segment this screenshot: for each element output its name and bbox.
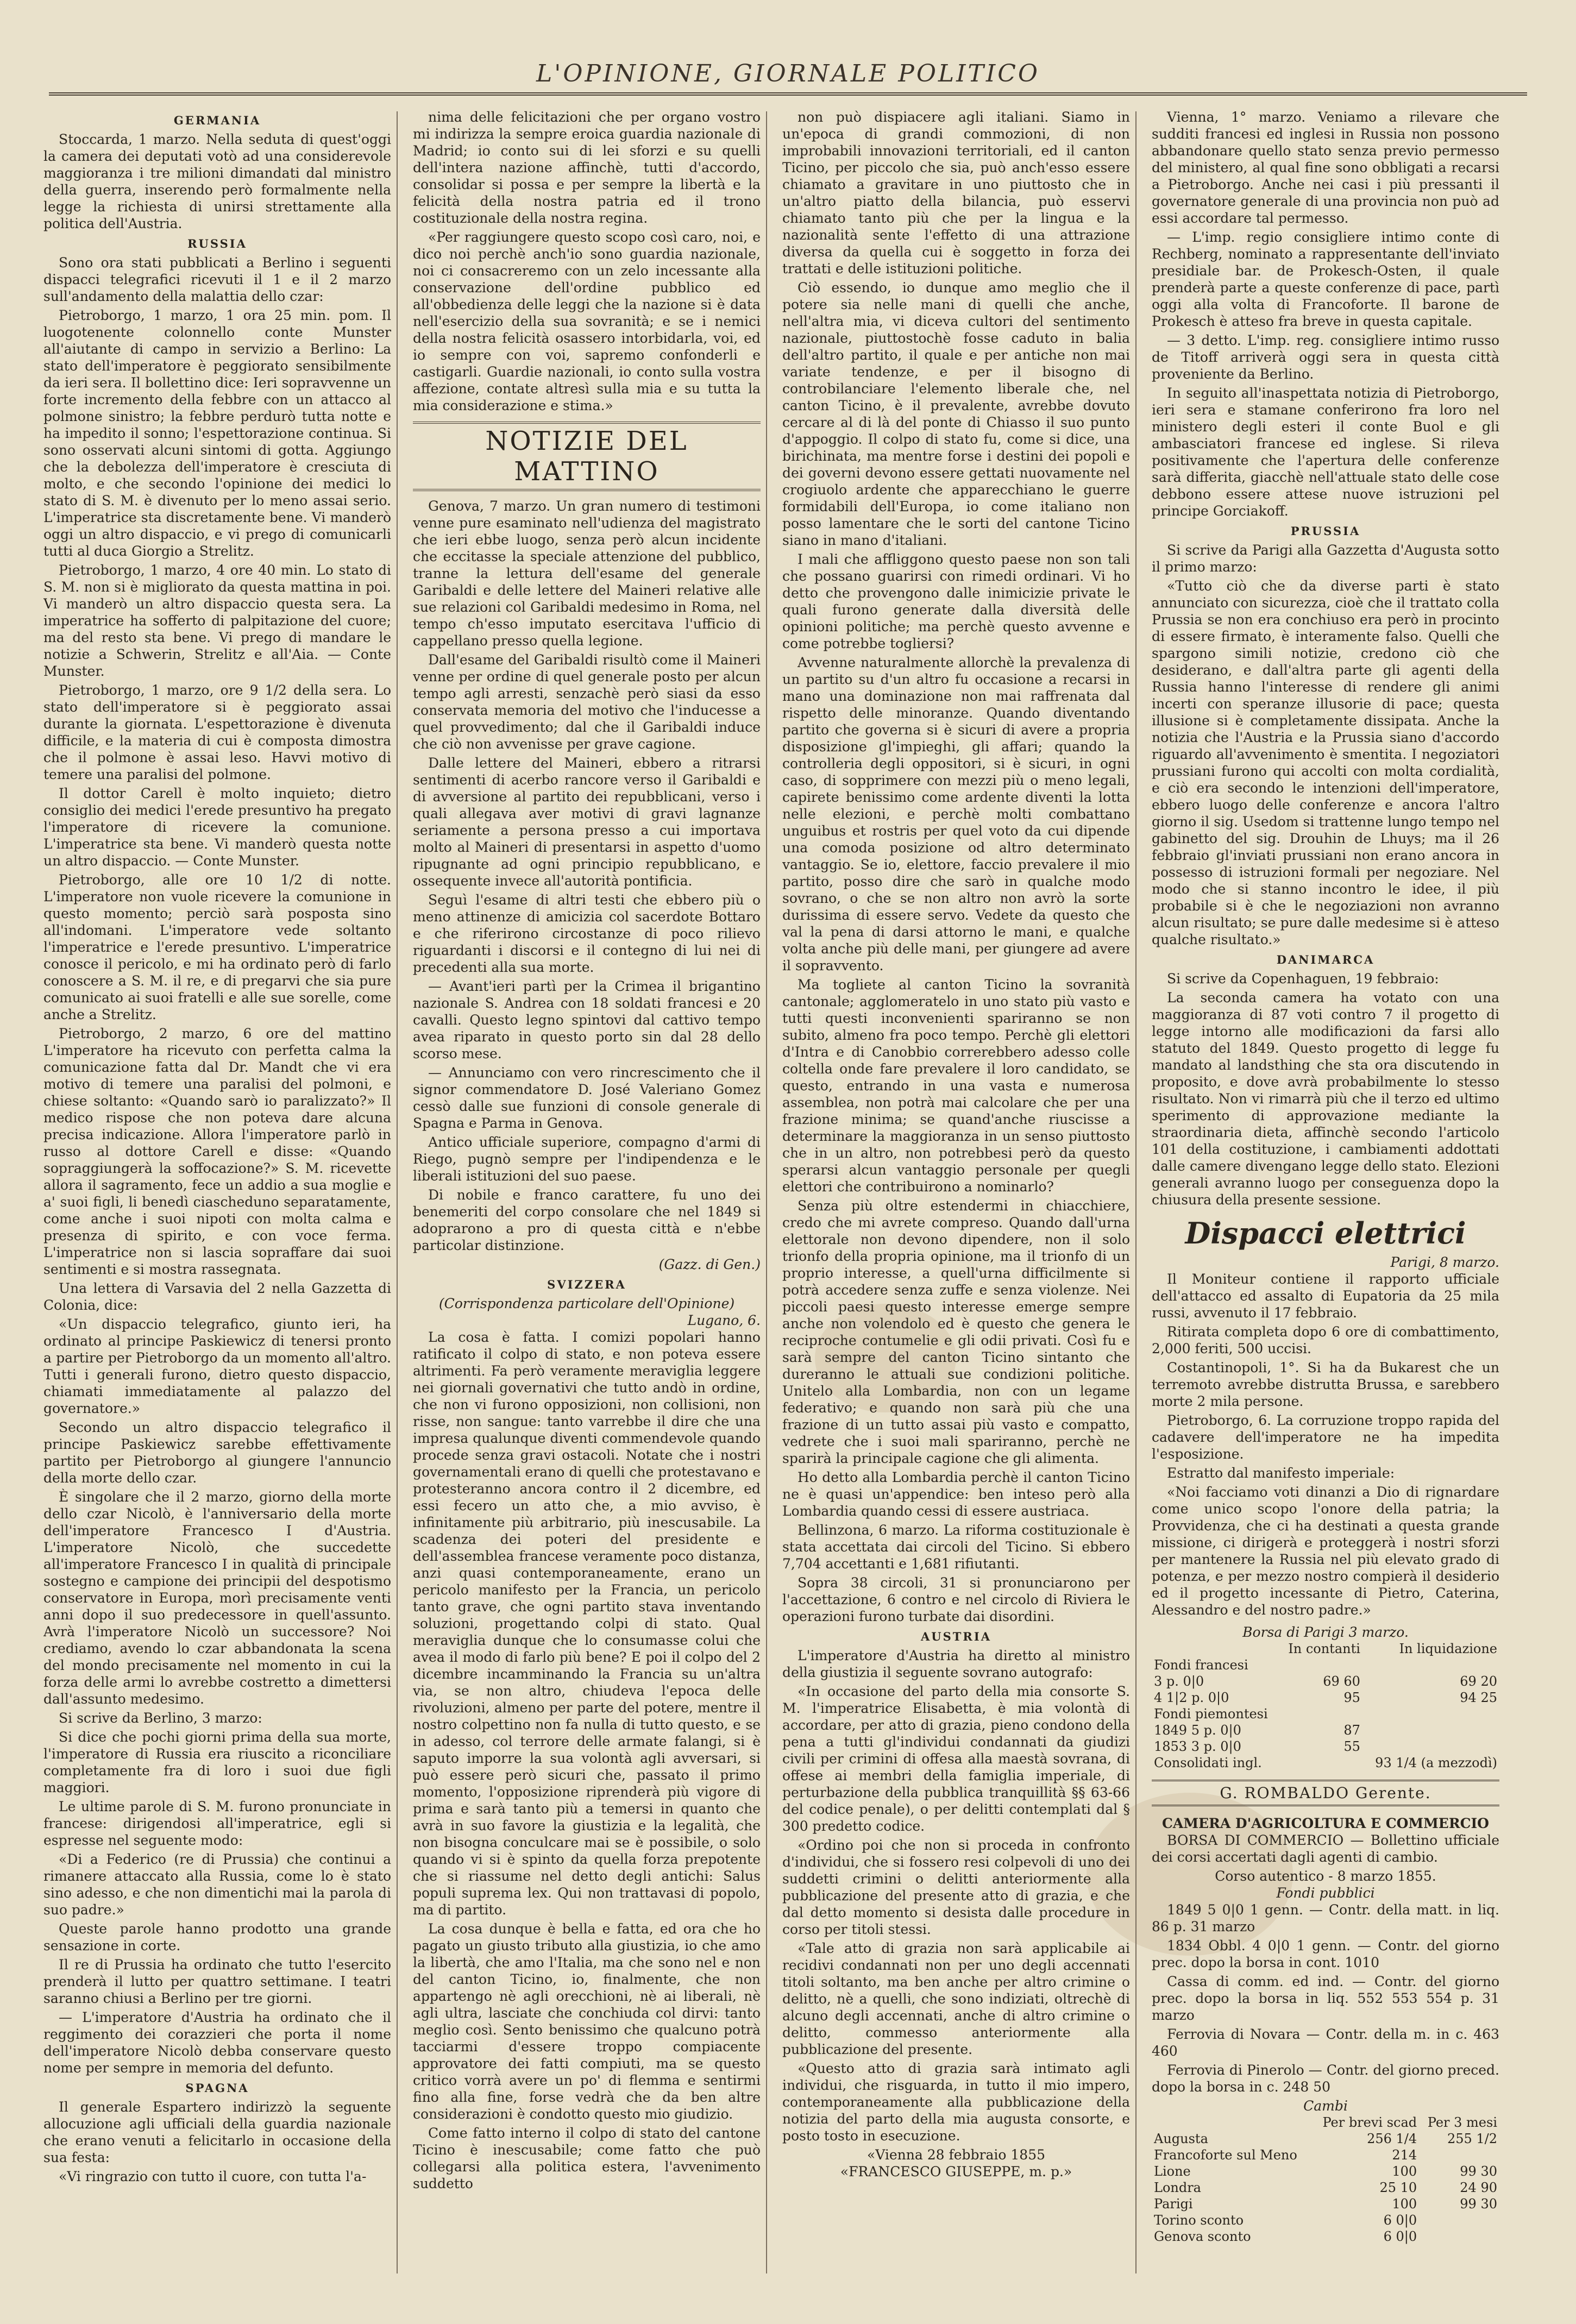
- table-header-row: [1152, 1641, 1499, 1657]
- camera-subtitle: BORSA DI COMMERCIO — Bollettino ufficiale dei corsi accertati dagli agenti di cambio.: [1152, 1832, 1499, 1865]
- table-cell: 214: [1392, 2147, 1417, 2163]
- table-cell: Londra: [1154, 2180, 1201, 2195]
- table-cell: 1853 3 p. 0|0: [1154, 1739, 1241, 1754]
- dispatch-paragraph: «Noi facciamo voti dinanzi a Dio di rignardare come unico scopo l'onore della patria; la Provvidenza, che ci ha destinati a questa grande missione, ci dirigerà e proteggerà i nostri sforzi per mantenere la Russia nel più elevato grado di potenza, e per mezzo nostro compierà il desiderio ed il progetto incessante di Pietro, Caterina, Alessandro e del nostro padre.»: [1152, 1484, 1499, 1618]
- article-paragraph: «Un dispaccio telegrafico, giunto ieri, ha ordinato al principe Paskiewicz di tenersi pronto a partire per Pietroborgo da un momento all'altro. Tutti i generali furono, dietro questo dispaccio, chiamati immediatamente al palazzo del governatore.»: [43, 1316, 391, 1416]
- article-paragraph: Ciò essendo, io dunque amo meglio che il potere sia nelle mani di quelli che anche, nell'altra mia, vi diceva cultori del sentimento nazionale, piuttostochè fosse caduto in balia dell'altro partito, il quale e per antiche non mai variate tendenze, e per il bisogno di controbilanciare l'elemento liberale che, nel canton Ticino, è il prevalente, avrebbe dovuto cercare al di là del ponte di Chiasso il suo punto d'appoggio. Il colpo di stato fu, come si dice, una birichinata, ma mentre forse i destini dei popoli e dei governi devono essere gettati nuovamente nel crogiuolo ardente che apparecchiano le guerre formidabili dell'Europa, io come italiano non posso lamentare che le sorti del cantone Ticino siano in mano d'italiani.: [782, 280, 1130, 548]
- table-cell: Fondi piemontesi: [1154, 1706, 1268, 1722]
- table-cell: 55: [1343, 1739, 1360, 1754]
- table-cell: [1362, 1738, 1499, 1755]
- column-1: [43, 109, 391, 2276]
- table-cell: Lione: [1154, 2164, 1191, 2179]
- dispatch-paragraph: Costantinopoli, 1°. Si ha da Bukarest che un terremoto avrebbe distrutta Brussa, e sarebbero morte 2 mila persone.: [1152, 1360, 1499, 1409]
- table-row: [1152, 2163, 1499, 2179]
- table-cell: [1362, 1706, 1499, 1722]
- article-paragraph: «Tutto ciò che da diverse parti è stato annunciato con sicurezza, cioè che il trattato colla Prussia se non era conchiuso era però in procinto di essere firmato, è interamente falso. Quelli che spargono simili notizie, credono ciò che desiderano, e dall'altra parte gli agenti della Russia hanno l'interesse di rendere gli animi incerti con speranze illusorie di pace; questa illusione si è completamente dissipata. Anche la notizia che l'Austria e la Prussia siano d'accordo riguardo all'avvenimento è smentita. I negoziatori prussiani furono qui accolti con molta cordialità, e ciò era secondo le intenzioni dell'imperatore, ebbero luogo delle conferenze e ancora l'altro giorno il sig. Usedom si trattenne lungo tempo nel gabinetto del sig. Drouhin de Lhuys; ma il 26 febbraio gl'inviati prussiani non erano ancora in possesso di istruzioni formali per negoziare. Nel modo che si stanno incontro le idee, il più probabile si è che le negoziazioni non avranno alcun risultato; se pure dalle medesime si è atteso qualche risultato.»: [1152, 578, 1499, 947]
- article-paragraph: Bellinzona, 6 marzo. La riforma costituzionale è stata accettata dai circoli del Ticino. Si ebbero 7,704 accettanti e 1,681 rifiutanti.: [782, 1522, 1130, 1572]
- table-cell: 95: [1343, 1690, 1360, 1705]
- table-cell: [1280, 1706, 1362, 1722]
- article-paragraph: Si scrive da Berlino, 3 marzo:: [59, 1710, 262, 1726]
- article-paragraph: Seguì l'esame di altri testi che ebbero più o meno attinenze di amicizia col sacerdote Bottaro e che riferirono circostanze di poco rilievo riguardanti i discorsi e il contegno di lui nei di precedenti alla sua morte.: [413, 892, 761, 975]
- table-cell: Augusta: [1154, 2131, 1208, 2146]
- section-head-austria: AUSTRIA: [921, 1630, 991, 1643]
- article-paragraph: Queste parole hanno prodotto una grande sensazione in corte.: [43, 1921, 391, 1954]
- dispatch-paragraph: Pietroborgo, 6. La corruzione troppo rapida del cadavere dell'imperatore ne ha impedita l'esposizione.: [1152, 1412, 1499, 1462]
- dateline: Lugano, 6.: [687, 1312, 761, 1328]
- article-paragraph: Come fatto interno il colpo di stato del cantone Ticino è inescusabile; come fatto che può collegarsi alla politica estera, l'avvenimento suddetto: [413, 2125, 761, 2191]
- column-rule: [1135, 111, 1137, 2273]
- gerente-signature: G. ROMBALDO Gerente.: [1152, 1780, 1499, 1806]
- article-paragraph: non può dispiacere agli italiani. Siamo in un'epoca di grandi commozioni, di non improbabili innovazioni territoriali, ed il canton Ticino, per piccolo che sia, può anch'esso essere chiamato a gravitare in uno piuttosto che in un'altro piatto della bilancia, può esservi chiamato tanto più che per la lingua e la nazionalità sente l'effetto di una attrazione diversa da quella cui è soggetto in forza dei trattati e delle istituzioni politiche.: [782, 109, 1130, 277]
- article-paragraph: Pietroborgo, alle ore 10 1/2 di notte. L'imperatore non vuole ricevere la comunione in questo momento; perciò sarà posposta sino all'indomani. L'imperatore vede soltanto l'imperatrice e l'erede presuntivo. L'imperatrice conosce il pericolo, e mi ha ordinato però di farlo conoscere a S. M. il re, e di pregarvi che sia pure comunicato ai suoi fratelli e alle sue sorelle, come anche a Strelitz.: [43, 872, 391, 1022]
- article-paragraph: Pietroborgo, 1 marzo, ore 9 1/2 della sera. Lo stato dell'imperatore si è peggiorato assai durante la giornata. L'espettorazione è divenuta difficile, e la materia di cui è composta dimostra che il polmone è assai leso. Havvi motivo di temere una paralisi del polmone.: [43, 682, 391, 782]
- section-head-prussia: PRUSSIA: [1290, 524, 1361, 538]
- article-paragraph: Senza più oltre estendermi in chiacchiere, credo che mi avrete compreso. Quando dall'urna elettorale non devono dipendere, non il solo trionfo della propria opinione, ma il trionfo di un proprio interesse, a quell'urna difficilmente si potrà accedere senza zuffe e senza violenze. Nei piccoli paesi questo interesse emerge sempre anche non volendolo ed è questo che genera le reciproche contumelie e gli odii privati. Così fu e sarà sempre del canton Ticino sintanto che dureranno le attuali sue condizioni politiche. Unitelo alla Lombardia, non con un legame federativo; e quando non sarà più che una frazione di un tutto assai più vasto e compatto, vedrete che i suoi mali spariranno, perchè ne sparirà la principale cagione che gli alimenta.: [782, 1198, 1130, 1466]
- table-cell: 4 1|2 p. 0|0: [1154, 1690, 1229, 1705]
- table-row: [1152, 1722, 1499, 1738]
- article-paragraph: «In occasione del parto della mia consorte S. M. l'imperatrice Elisabetta, è mia volontà di accordare, per atto di grazia, pieno condono della pena a tutti gl'individui condannati da giudizi civili per crimini di offesa alla maestà sovrana, di offese ai membri della famiglia imperiale, di perturbazione della pubblica tranquillità §§ 63-66 del codice penale), o per delitti contemplati dal § 300 predetto codice.: [782, 1684, 1130, 1834]
- article-paragraph: Ma togliete al canton Ticino la sovranità cantonale; agglomeratelo in uno stato più vasto e tutti questi inconvenienti spariranno se non subito, almeno fra poco tempo. Perchè gli elettori d'Intra e di Canobbio correrebbero adesso colle coltella onde fare prevalere il loro candidato, se questo, entrando in una vasta e numerosa assemblea, non potrà mai calcolare che per una frazione minima; se quand'anche riuscisse a determinare la maggioranza in un senso piuttosto che in un altro, non potrebbesi però da questo sperarsi alcun vantaggio personale per quegli elettori che contribuirono a nominarlo?: [782, 977, 1130, 1195]
- masthead-rule: [49, 92, 1527, 96]
- table-row: [1152, 2212, 1499, 2228]
- table-cell: 93 1/4 (a mezzodì): [1375, 1755, 1497, 1770]
- table-cell: 99 30: [1460, 2196, 1497, 2212]
- article-paragraph: Le ultime parole di S. M. furono pronunciate in francese: dirigendosi all'imperatrice, egli si espresse nel seguente modo:: [43, 1799, 391, 1848]
- article-paragraph: L'imperatore d'Austria ha diretto al ministro della giustizia il seguente sovrano autografo:: [782, 1648, 1130, 1680]
- article-paragraph: Pietroborgo, 1 marzo, 1 ora 25 min. pom. Il luogotenente colonnello conte Munster all'aiutante di campo in servizio a Berlino: La stato dell'imperatore è peggiorato sensibilmente da ieri sera. Il bollettino dice: Ieri sopravvenne un forte incremento della febbre con un attacco al polmone sinistro; la febbre perdurò tutta notte e ha impedito il sonno; l'espettorazione continua. Si sono osservati alcuni sintomi di gotta. Aggiungo che la debolezza dell'imperatore è cresciuta di molto, e che secondo l'opinione dei medici lo stato di S. M. è divenuto per lo meno assai serio. L'imperatrice sta discretamente bene. Vi manderò oggi un altro dispaccio, e vi prego di comunicarli tutti al duca Giorgio a Strelitz.: [43, 307, 391, 559]
- article-paragraph: La cosa è fatta. I comizi popolari hanno ratificato il colpo di stato, e non poteva essere altrimenti. Fa però veramente meraviglia leggere nei giornali governativi che tutto andò in ordine, che non vi furono opposizioni, non collisioni, non risse, non sangue: tanto varrebbe il dire che una impresa qualunque diventi commendevole quando procede senza gravi ostacoli. Notate che i nostri governamentali erano di quelli che protestavano e protesteranno ancora contro il 2 dicembre, ed essi fecero un atto che, a mio avviso, è infinitamente più arbitrario, più inescusabile. La scadenza dei poteri del presidente e dell'assemblea francese veramente poco distanza, anzi quasi contemporaneamente, erano un pericolo manifesto per la Francia, un pericolo tanto grave, che ogni partito stava inventando soluzioni, progettando colpi di stato. Qual meraviglia dunque che lo consumasse colui che avea il modo di farlo più bene? E poi il colpo del 2 dicembre incamminando la Francia su un'altra via, se non altro, chiudeva l'epoca delle rivoluzioni, almeno per parte del potere, mentre il nostro colpettino non fa nulla di tutto questo, e se in adesso, col terrore delle armate falangi, si è saputo imporre la sua volontà agli avversari, si può essere però sicuri che, passato il primo momento, l'opposizione riprenderà più vigore di prima e sarà tanto più a temersi in quanto che avrà in suo favore la giustizia e la legalità, che non bisogna conculcare mai se è possibile, o solo quando vi si è spinto da quella forza prepotente che si riassume nel detto degli antichi: Salus populi suprema lex. Qui non trattavasi di popolo, ma di partito.: [413, 1329, 761, 1918]
- section-head-russia: RUSSIA: [187, 237, 247, 250]
- table-cell: 1849 5 p. 0|0: [1154, 1723, 1241, 1738]
- article-paragraph: Si dice che pochi giorni prima della sua morte, l'imperatore di Russia era riuscito a riconciliare completamente fra di loro i suoi due figli maggiori.: [43, 1729, 391, 1795]
- article-paragraph: La seconda camera ha votato con una maggioranza di 87 voti contro 7 il progetto di legge intorno alle modificazioni da farsi allo statuto del 1849. Questo progetto di legge fu mandato al landsthing che sta ora discutendo in proposito, e dove avrà probabilmente lo stesso risultato. Non vi rimarrà più che il terzo ed ultimo sperimento di approvazione mediante la straordinaria dieta, affinchè secondo l'articolo 101 della costituzione, i cambiamenti addottati dalle camere divengano legge dello stato. Elezioni generali avranno luogo per conseguenza dopo la chiusura della presente sessione.: [1152, 990, 1499, 1208]
- column-3: [782, 109, 1130, 2276]
- corso-line: Corso autentico - 8 marzo 1855.: [1215, 1868, 1436, 1884]
- article-paragraph: «Vi ringrazio con tutto il cuore, con tutta l'a-: [59, 2169, 367, 2184]
- article-paragraph: nima delle felicitazioni che per organo vostro mi indirizza la sempre eroica guardia nazionale di Madrid; io conto sui di lei sforzi e su quelli dell'intera nazione affinchè, tutti d'accordo, consolidar si possa e per sempre la libertà e la felicità della nostra patria ed il trono costituzionale della nostra regina.: [413, 109, 761, 226]
- table-row: [1152, 1738, 1499, 1755]
- fund-line: 1834 Obbl. 4 0|0 1 genn. — Contr. del giorno prec. dopo la borsa in cont. 1010: [1152, 1938, 1499, 1970]
- table-cell: 6 0|0: [1383, 2213, 1417, 2228]
- table-cell: Francoforte sul Meno: [1154, 2147, 1297, 2163]
- section-head-spagna: SPAGNA: [185, 2081, 249, 2095]
- section-head-danimarca: DANIMARCA: [1276, 953, 1375, 966]
- table-cell: 24 90: [1460, 2180, 1497, 2195]
- article-paragraph: «Di a Federico (re di Prussia) che continui a rimanere attaccato alla Russia, come lo è stato sino adesso, e che non dimentichi mai la parola di suo padre.»: [43, 1851, 391, 1918]
- article-paragraph: Sono ora stati pubblicati a Berlino i seguenti dispacci telegrafici ricevuti il 1 e il 2 marzo sull'andamento della malattia dello czar:: [43, 255, 391, 304]
- article-paragraph: La cosa dunque è bella e fatta, ed ora che ho pagato un giusto tributo alla giustizia, io che amo la libertà, che amo l'Italia, ma che sono nel e non del canton Ticino, io, finalmente, che non appartengo nè agli orecchioni, nè ai liberali, nè agli ultra, lasciate che conchiuda col dirvi: tanto meglio così. Sento benissimo che qualcuno potrà tacciarmi d'essere troppo compiacente approvatore dei fatti compiuti, ma se questo critico vorrà avere un po' di flemma e sentirmi fino alla fine, forse vedrà che da ben altre considerazioni è condotto questo mio giudizio.: [413, 1921, 761, 2122]
- table-cell: [1419, 2147, 1499, 2163]
- correspondence-note: (Corrispondenza particolare dell'Opinione): [438, 1296, 735, 1311]
- table-row: [1152, 1755, 1499, 1771]
- fund-line: 1849 5 0|0 1 genn. — Contr. della matt. in liq. 86 p. 31 marzo: [1152, 1902, 1499, 1934]
- article-paragraph: Il re di Prussia ha ordinato che tutto l'esercito prenderà il lutto per quattro settimane. I teatri saranno chiusi a Berlino per tre giorni.: [43, 1957, 391, 2006]
- table-cell: 100: [1392, 2196, 1417, 2212]
- article-paragraph: Si scrive da Parigi alla Gazzetta d'Augusta sotto il primo marzo:: [1152, 542, 1499, 575]
- article-paragraph: I mali che affliggono questo paese non son tali che possano guarirsi con rimedi ordinari. Vi ho detto che provengono dalle inimicizie private le quali furono generate dalla diversità delle opinioni politiche; ma perchè questo avvenne e come potrebbe togliersi?: [782, 551, 1130, 651]
- table-row: [1152, 1673, 1499, 1689]
- table-row: [1152, 2228, 1499, 2245]
- cambi-title: Cambi: [1303, 2098, 1348, 2114]
- article-paragraph: Dalle lettere del Maineri, ebbero a ritrarsi sentimenti di acerbo rancore verso il Garibaldi e di avversione al partito dei repubblicani, verso i quali allegava aver motivi di gravi lagnanze seriamente a persona presso a cui importava molto al Maineri di presentarsi in aspetto d'uomo ripugnante ad ogni principio repubblicano, e ossequente invece all'autorità pontificia.: [413, 755, 761, 889]
- dispatch-paragraph: Ritirata completa dopo 6 ore di combattimento, 2,000 feriti, 500 uccisi.: [1152, 1324, 1499, 1356]
- table-cell: 94 25: [1460, 1690, 1497, 1705]
- column-4: [1152, 109, 1499, 2276]
- article-paragraph: «Tale atto di grazia non sarà applicabile ai recidivi condannati non per uno degli accennati titoli soltanto, ma ben anche per altro crimine o delitto, nè a quelli, che sono indiziati, oltrechè di alcuno degli accennati, anche di altro crimine o delitto, commesso anteriormente alla pubblicazione del presente.: [782, 1940, 1130, 2057]
- table-cell: Torino sconto: [1154, 2213, 1244, 2228]
- dateline: «Vienna 28 febbraio 1855: [867, 2147, 1046, 2163]
- table-row: [1152, 1657, 1499, 1673]
- article-paragraph: È singolare che il 2 marzo, giorno della morte dello czar Nicolò, è l'anniversario della morte dell'imperatore Francesco I d'Austria. L'imperatore Nicolò, che succedette all'imperatore Francesco I in qualità di principale sostegno e campione dei principii del despotismo conservatore in Europa, morì precisamente venti anni dopo il suo predecessore in quell'assunto. Avrà l'imperatore Nicolò un successore? Noi crediamo, avendo lo czar abbandonata la scena del mondo precisamente nel momento in cui la forza delle armi lo avrebbe costretto a dimettersi dall'assunto medesimo.: [43, 1489, 391, 1707]
- cambi-table: [1152, 2114, 1499, 2245]
- article-paragraph: «Ordino poi che non si proceda in confronto d'individui, che si fossero resi colpevoli di uno dei suddetti crimini o delitti anteriormente alla pubblicazione del presente atto di grazia, e che dal detto momento si desista dalle procedure in corso per titoli stessi.: [782, 1837, 1130, 1937]
- table-row: [1152, 2196, 1499, 2212]
- article-paragraph: — 3 detto. L'imp. reg. consigliere intimo russo de Titoff arriverà oggi sera in questa città proveniente da Berlino.: [1152, 332, 1499, 382]
- section-head-notizie: NOTIZIE DEL MATTINO: [413, 422, 761, 491]
- table-row: [1152, 1689, 1499, 1706]
- article-paragraph: Il generale Espartero indirizzò la seguente allocuzione agli ufficiali della guardia nazionale che erano venuti a felicitarlo in occasione della sua festa:: [43, 2099, 391, 2165]
- dispatch-paragraph: Il Moniteur contiene il rapporto ufficiale dell'attacco ed assalto di Eupatoria da 25 mila russi, avvenuto il 17 febbraio.: [1152, 1271, 1499, 1321]
- table-cell: 256 1/4: [1367, 2131, 1417, 2146]
- article-paragraph: Stoccarda, 1 marzo. Nella seduta di quest'oggi la camera dei deputati votò ad una considerevole maggioranza i tre milioni dimandati dal ministro della guerra, inserendo però formalmente nella legge la richiesta di unirsi strettamente alla politica dell'Austria.: [43, 131, 391, 231]
- article-paragraph: — L'imp. regio consigliere intimo conte di Rechberg, nominato a rappresentante dell'inviato presidiale bar. de Prokesch-Osten, il quale prenderà parte a queste conferenze di pace, partì oggi alla volta di Francoforte. Il barone de Prokesch è atteso fra breve in questa capitale.: [1152, 229, 1499, 329]
- dispatch-paragraph: Estratto dal manifesto imperiale:: [1167, 1465, 1395, 1481]
- table-cell: [1362, 1657, 1499, 1673]
- article-paragraph: Ho detto alla Lombardia perchè il canton Ticino ne è quasi un'appendice: ben inteso però alla Lombardia quando cessi di essere austriaca.: [782, 1469, 1130, 1519]
- table-row: [1152, 2147, 1499, 2163]
- article-paragraph: Pietroborgo, 2 marzo, 6 ore del mattino L'imperatore ha ricevuto con perfetta calma la comunicazione fatta dal Dr. Mandt che vi era motivo di temere una paralisi del polmoni, e chiese soltanto: «Quando sarò io paralizzato?» Il medico rispose che non poteva dare alcuna precisa indicazione. Allora l'imperatore parlò in russo al dottore Carell e disse: «Quando sopraggiungerà la soffocazione?» S. M. ricevette allora il sagramento, fece un addio a sua moglie e a' suoi figli, li benedì ciascheduno separatamente, come anche i suoi nipoti con molta calma e presenza di spirito, e con voce ferma. L'imperatrice non si lascia sopraffare dai suoi sentimenti e si mostra rassegnata.: [43, 1026, 391, 1277]
- table-cell: 87: [1343, 1723, 1360, 1738]
- table-cell: 3 p. 0|0: [1154, 1674, 1204, 1689]
- article-paragraph: Pietroborgo, 1 marzo, 4 ore 40 min. Lo stato di S. M. non si è migliorato da questa mattina in poi. Vi manderò un altro dispaccio questa sera. La imperatrice ha sofferto di palpitazione del cuore; ma del resto sta bene. Vi prego di mandare le notizie a Schwerin, Strelitz e all'Aia. — Conte Munster.: [43, 562, 391, 679]
- article-paragraph: Una lettera di Varsavia del 2 nella Gazzetta di Colonia, dice:: [43, 1280, 391, 1313]
- table-header: Per brevi scad: [1322, 2115, 1417, 2130]
- table-header: In contanti: [1288, 1641, 1360, 1656]
- article-paragraph: Il dottor Carell è molto inquieto; dietro consiglio dei medici l'erede presuntivo ha pregato l'imperatore di ricevere la comunione. L'imperatrice sta bene. Vi manderò questa notte un altro dispaccio. — Conte Munster.: [43, 786, 391, 869]
- table-cell: 69 60: [1323, 1674, 1360, 1689]
- article-paragraph: — Annunciamo con vero rincrescimento che il signor commendatore D. José Valeriano Gomez cessò dalle sue funzioni di console generale di Spagna e Parma in Genova.: [413, 1065, 761, 1131]
- camera-title: CAMERA D'AGRICOLTURA E COMMERCIO: [1162, 1816, 1489, 1831]
- table-cell: Consolidati ingl.: [1154, 1755, 1262, 1770]
- section-head-dispacci: Dispacci elettrici: [1185, 1216, 1466, 1251]
- source-note: (Gazz. di Gen.): [658, 1257, 761, 1272]
- borsa-title: Borsa di Parigi 3 marzo.: [1242, 1624, 1409, 1640]
- fondi-pubblici-title: Fondi pubblici: [1276, 1885, 1375, 1901]
- article-paragraph: Vienna, 1° marzo. Veniamo a rilevare che sudditi francesi ed inglesi in Russia non possono abbandonare quello stato senza previo permesso del ministero, al qual fine sono obbligati a recarsi a Pietroborgo. Anche nei casi i più pressanti il governatore generale di una provincia non può ad essi accordare tal permesso.: [1152, 109, 1499, 226]
- table-row: [1152, 2131, 1499, 2147]
- borsa-table: [1152, 1641, 1499, 1771]
- table-row: [1152, 1706, 1499, 1722]
- article-paragraph: Dall'esame del Garibaldi risultò come il Maineri venne per ordine di quel generale posto per alcun tempo agli arresti, senzachè però siasi da esso conservata memoria del motivo che l'inducesse a quel provvedimento; dal che il Garibaldi induce che ciò non avvenisse per grave cagione.: [413, 652, 761, 752]
- article-paragraph: Antico ufficiale superiore, compagno d'armi di Riego, pugnò sempre per l'indipendenza e le liberali istituzioni del suo paese.: [413, 1134, 761, 1184]
- fund-line: Ferrovia di Novara — Contr. della m. in c. 463 460: [1152, 2026, 1499, 2059]
- dateline: Parigi, 8 marzo.: [1390, 1254, 1499, 1270]
- table-cell: [1280, 1755, 1362, 1771]
- table-cell: 255 1/2: [1447, 2131, 1497, 2146]
- table-cell: Fondi francesi: [1154, 1657, 1248, 1673]
- article-paragraph: «Per raggiungere questo scopo così caro, noi, e dico noi perchè anch'io sono guardia nazionale, noi ci consacreremo con un zelo incessante alla conservazione dell'ordine pubblico ed all'obbedienza delle leggi che la nazione si è data nell'esercizio della sua sovranità; e se i nemici della nostra felicità osassero intorbidarla, voi, ed io sempre con voi, sapremo confonderli e castigarli. Guardie nazionali, io conto sulla vostra affezione, contate altresì sulla mia e su tutta la mia considerazione e stima.»: [413, 229, 761, 413]
- table-cell: [1362, 1722, 1499, 1738]
- table-cell: [1419, 2212, 1499, 2228]
- table-header: Per 3 mesi: [1427, 2115, 1497, 2130]
- table-cell: [1419, 2228, 1499, 2245]
- article-paragraph: Sopra 38 circoli, 31 si pronunciarono per l'accettazione, 6 contro e nel circolo di Riviera le operazioni furono turbate dai disordini.: [782, 1575, 1130, 1624]
- table-cell: Parigi: [1154, 2196, 1193, 2212]
- article-paragraph: Si scrive da Copenhaguen, 19 febbraio:: [1167, 971, 1439, 987]
- section-head-svizzera: SVIZZERA: [547, 1278, 626, 1291]
- table-cell: 25 10: [1379, 2180, 1417, 2195]
- article-paragraph: «Questo atto di grazia sarà intimato agli individui, che risguarda, in tutto il mio impero, contemporaneamente alla pubblicazione della notizia del parto della mia augusta consorte, e posto tosto in esecuzione.: [782, 2061, 1130, 2144]
- article-paragraph: Avvenne naturalmente allorchè la prevalenza di un partito su d'un altro fu occasione a recarsi in mano una dominazione non mai raffrenata dal rispetto delle minoranze. Quando diventando partito che governa si è sicuri di avere a propria disposizione gl'impieghi, gli affari; quando la controlleria degli oppositori, si è sicuri, in ogni caso, di sopprimere con mezzi più o meno legali, capirete benissimo come ardente diventi la lotta nelle elezioni, e perchè molti combattano unguibus et rostris per quel voto da cui dipende una comoda posizione od altro determinato vantaggio. Se io, elettore, faccio prevalere il mio partito, posso dire che sarò in qualche modo sovrano, o che se non altro non avrò la sorte durissima di essere servo. Vedete da questo che val la pena di darsi attorno le mani, e qualche volta anche più delle mani, per giungere ad avere il sopravvento.: [782, 655, 1130, 973]
- fund-line: Cassa di comm. ed ind. — Contr. del giorno prec. dopo la borsa in liq. 552 553 554 p. 31 marzo: [1152, 1974, 1499, 2023]
- table-header-row: [1152, 2114, 1499, 2131]
- article-paragraph: — Avant'ieri partì per la Crimea il brigantino nazionale S. Andrea con 18 soldati francesi e 20 cavalli. Questo legno spintovi dal cattivo tempo avea riparato in questo porto sin dal 28 dello scorso mese.: [413, 978, 761, 1061]
- article-paragraph: In seguito all'inaspettata notizia di Pietroborgo, ieri sera e stamane conferirono fra loro nel ministero degli esteri il conte Buol e gli ambasciatori francese ed inglese. Si rileva positivamente che l'apertura delle conferenze sarà differita, giacchè nell'attuale stato delle cose debbono essere attese nuove istruzioni pel principe Gorciakoff.: [1152, 385, 1499, 519]
- table-header: In liquidazione: [1399, 1641, 1497, 1656]
- signature: «FRANCESCO GIUSEPPE, m. p.»: [840, 2164, 1072, 2179]
- column-rule: [397, 111, 398, 2273]
- column-rule: [766, 111, 767, 2273]
- table-cell: 99 30: [1460, 2164, 1497, 2179]
- fund-line: Ferrovia di Pinerolo — Contr. del giorno preced. dopo la borsa in c. 248 50: [1152, 2062, 1499, 2095]
- table-cell: 6 0|0: [1383, 2229, 1417, 2244]
- table-cell: [1280, 1657, 1362, 1673]
- column-2: [413, 109, 761, 2276]
- masthead: L'OPINIONE, GIORNALE POLITICO: [536, 60, 1040, 87]
- table-cell: 69 20: [1460, 1674, 1497, 1689]
- article-paragraph: Genova, 7 marzo. Un gran numero di testimoni venne pure esaminato nell'udienza del magistrato che ieri ebbe luogo, senza però alcun incidente che eccitasse la speciale attenzione del pubblico, tranne la lettura dell'esame del generale Garibaldi e delle lettere del Maineri relative alle sue relazioni col Garibaldi medesimo in Roma, nel tempo ch'esso imputato esercitava l'ufficio di cappellano presso quella legione.: [413, 498, 761, 649]
- article-paragraph: Di nobile e franco carattere, fu uno dei benemeriti del corpo consolare che nel 1849 si adoprarono a pro di questa città e n'ebbe particolar distinzione.: [413, 1187, 761, 1253]
- article-paragraph: — L'imperatore d'Austria ha ordinato che il reggimento dei corazzieri che porta il nome dell'imperatore Nicolò debba conservare questo nome per sempre in memoria del defunto.: [43, 2009, 391, 2076]
- table-cell: Genova sconto: [1154, 2229, 1251, 2244]
- table-row: [1152, 2179, 1499, 2196]
- table-cell: 100: [1392, 2164, 1417, 2179]
- section-head-germania: GERMANIA: [173, 114, 261, 127]
- article-paragraph: Secondo un altro dispaccio telegrafico il principe Paskiewicz sarebbe effettivamente partito per Pietroborgo al giungere l'annuncio della morte dello czar.: [43, 1419, 391, 1486]
